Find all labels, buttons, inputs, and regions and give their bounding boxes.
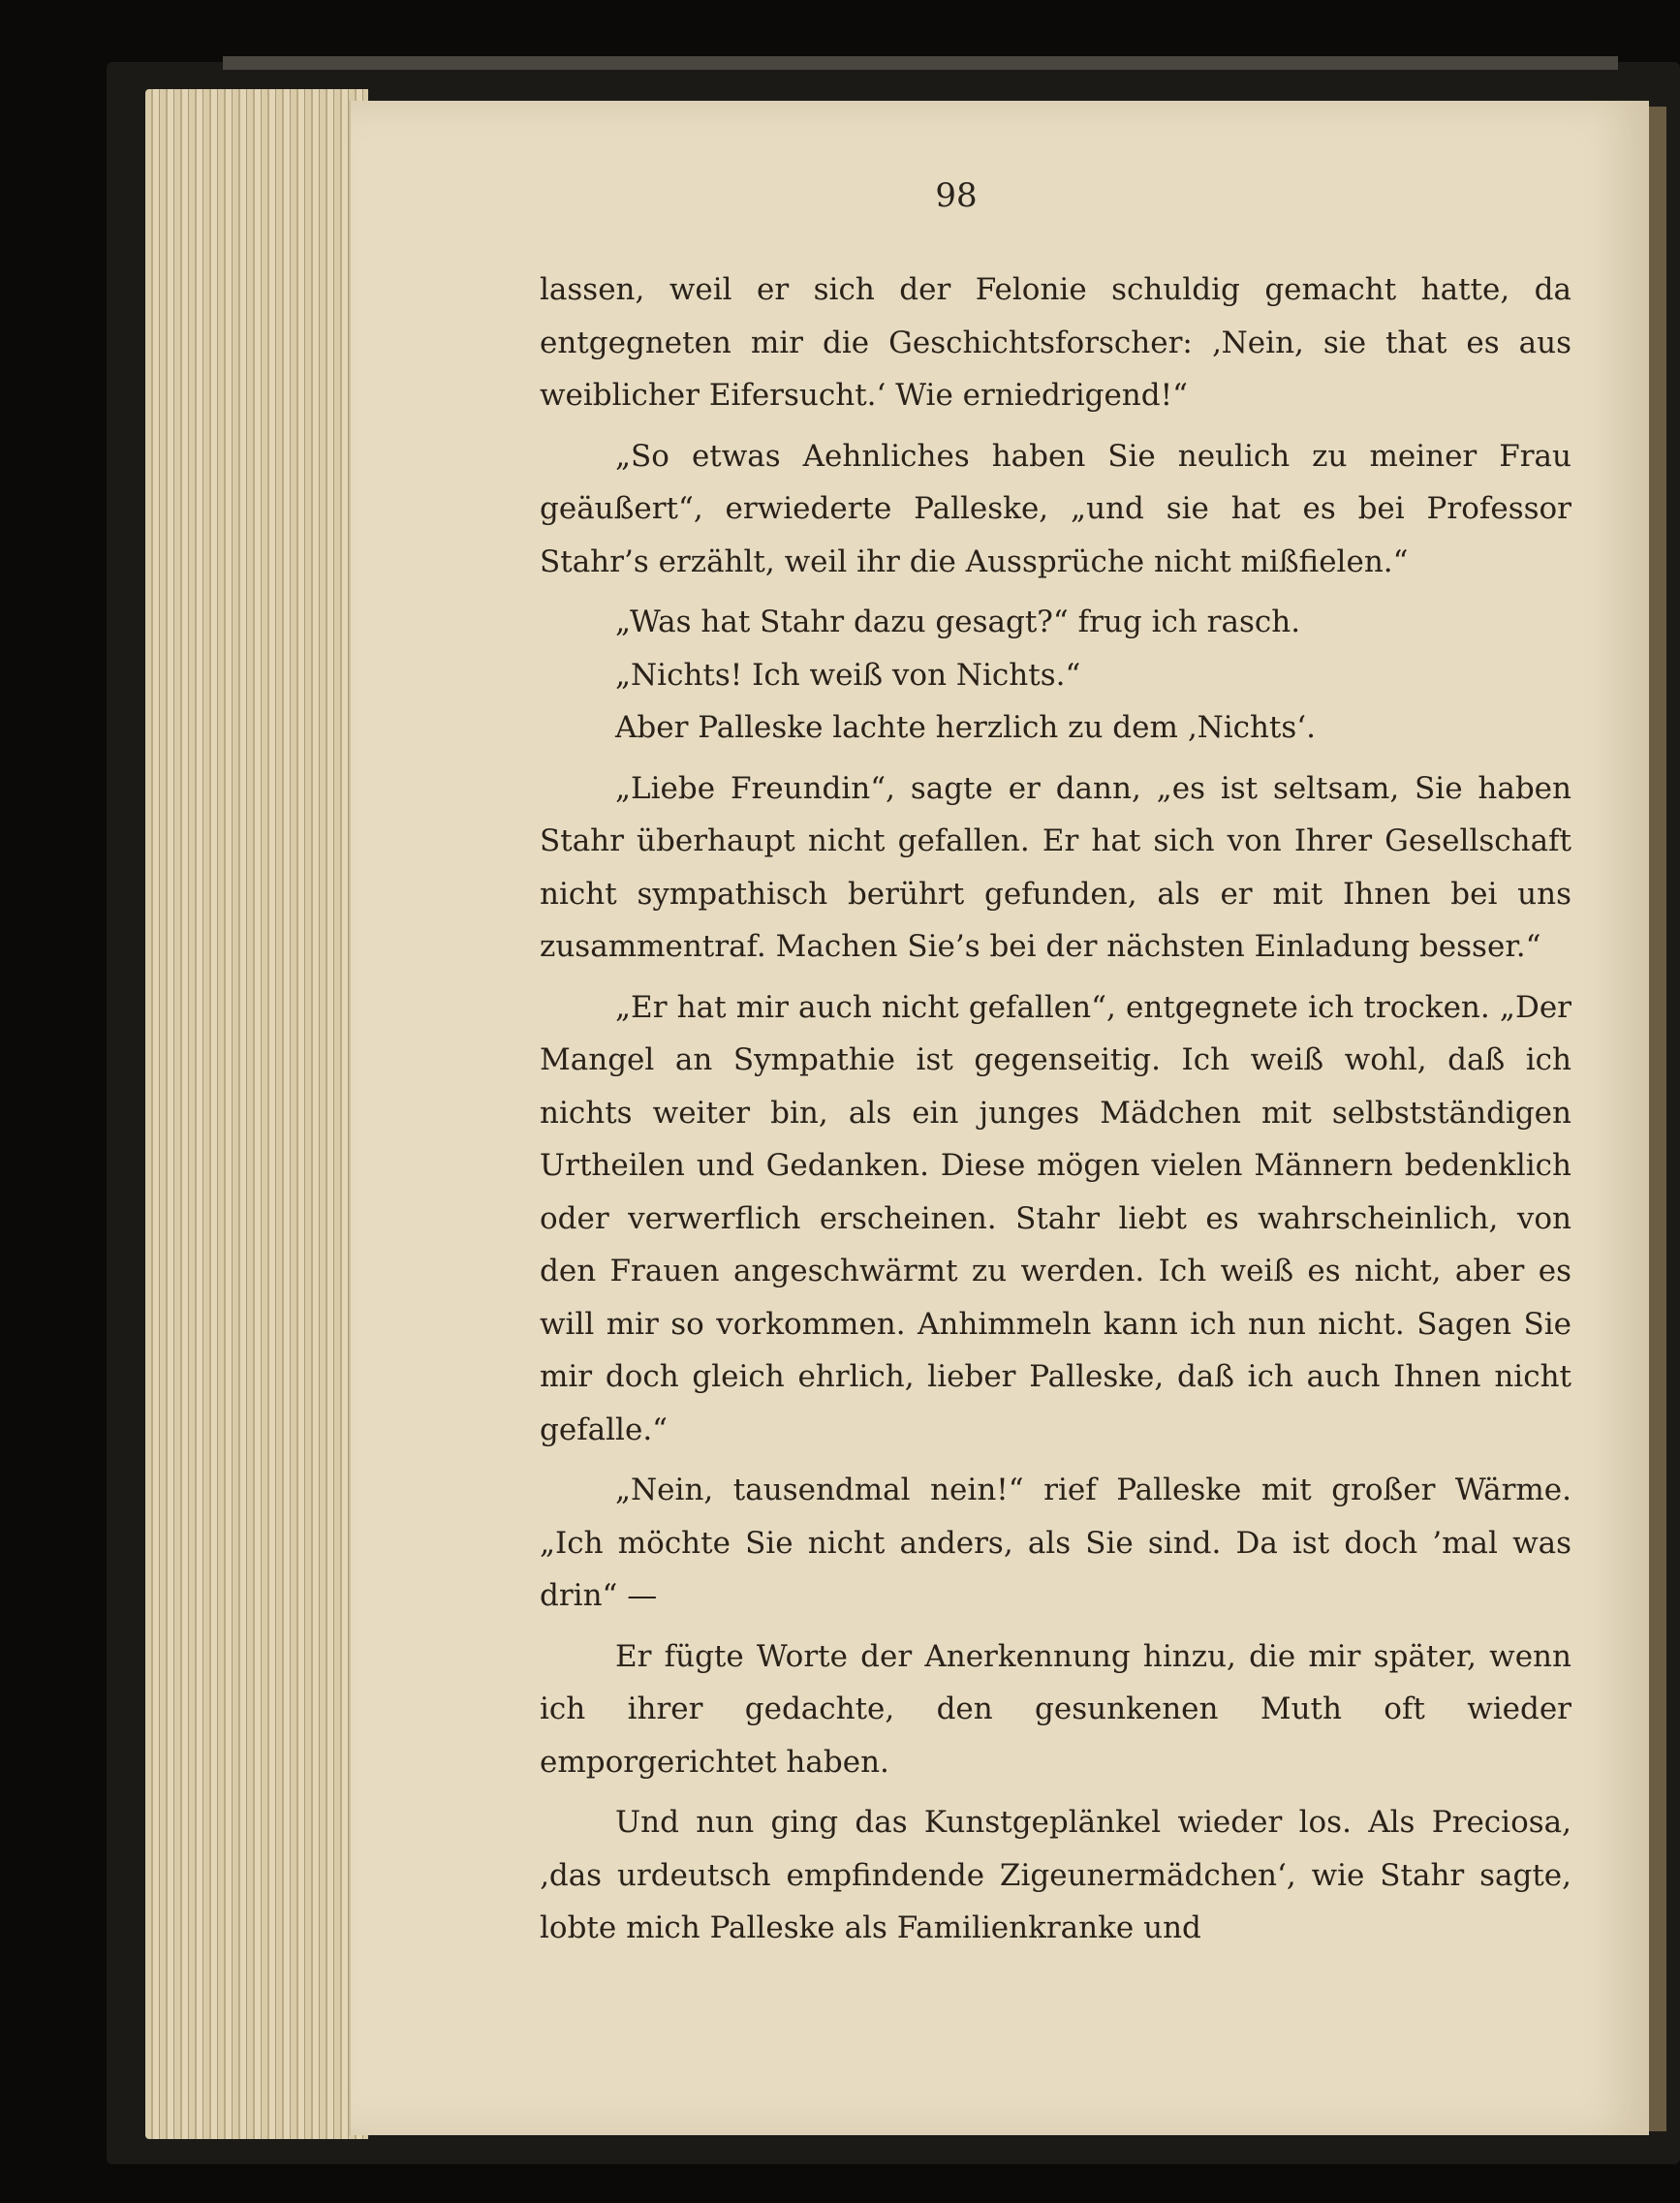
paragraph: lassen, weil er sich der Felonie schuldig gemacht hatte, da entgegneten mir die Geschichtsforscher: ‚Nein, sie that es aus weiblicher Eifersucht.‘ Wie erniedrigend!“: [540, 272, 1571, 413]
paragraph: Und nun ging das Kunstgeplänkel wieder los. Als Preciosa, ‚das urdeutsch empfindende Zigeunermädchen‘, wie Stahr sagte, lobte mich Palleske als Familienkranke und: [540, 1805, 1571, 1945]
page-stack-edges: [145, 89, 368, 2139]
cover-top-edge: [223, 56, 1618, 70]
book-page: [349, 101, 1649, 2135]
paragraph: „So etwas Aehnliches haben Sie neulich zu meiner Frau geäußert“, erwiederte Palleske, „und sie hat es bei Professor Stahr’s erzählt, weil ihr die Aussprüche nicht mißfielen.“: [540, 438, 1571, 579]
paragraph: „Nein, tausendmal nein!“ rief Palleske mit großer Wärme. „Ich möchte Sie nicht anders, als Sie sind. Da ist doch ’mal was drin“ —: [540, 1473, 1571, 1613]
page-number: 98: [935, 176, 978, 215]
paragraph: Aber Palleske lachte herzlich zu dem ‚Nichts‘.: [615, 710, 1317, 745]
paragraph: „Was hat Stahr dazu gesagt?“ frug ich rasch.: [615, 605, 1301, 639]
paragraph: „Er hat mir auch nicht gefallen“, entgegnete ich trocken. „Der Mangel an Sympathie ist gegenseitig. Ich weiß wohl, daß ich nichts weiter bin, als ein junges Mädchen mit selbstständigen Urtheilen und Gedanken. Diese mögen vielen Männern bedenklich oder verwerflich erscheinen. Stahr liebt es wahrscheinlich, von den Frauen angeschwärmt zu werden. Ich weiß es nicht, aber es will mir so vorkommen. Anhimmeln kann ich nun nicht. Sagen Sie mir doch gleich ehrlich, lieber Palleske, daß ich auch Ihnen nicht gefalle.“: [540, 989, 1571, 1447]
page-text: [540, 264, 1571, 1955]
paragraph: Er fügte Worte der Anerkennung hinzu, die mir später, wenn ich ihrer gedachte, den gesunkenen Muth oft wieder emporgerichtet haben.: [540, 1638, 1571, 1780]
paragraph: „Nichts! Ich weiß von Nichts.“: [615, 657, 1081, 693]
paragraph: „Liebe Freundin“, sagte er dann, „es ist seltsam, Sie haben Stahr überhaupt nicht gefallen. Er hat sich von Ihrer Gesellschaft nicht sympathisch berührt gefunden, als er mit Ihnen bei uns zusammentraf. Machen Sie’s bei der nächsten Einladung besser.“: [540, 770, 1571, 964]
